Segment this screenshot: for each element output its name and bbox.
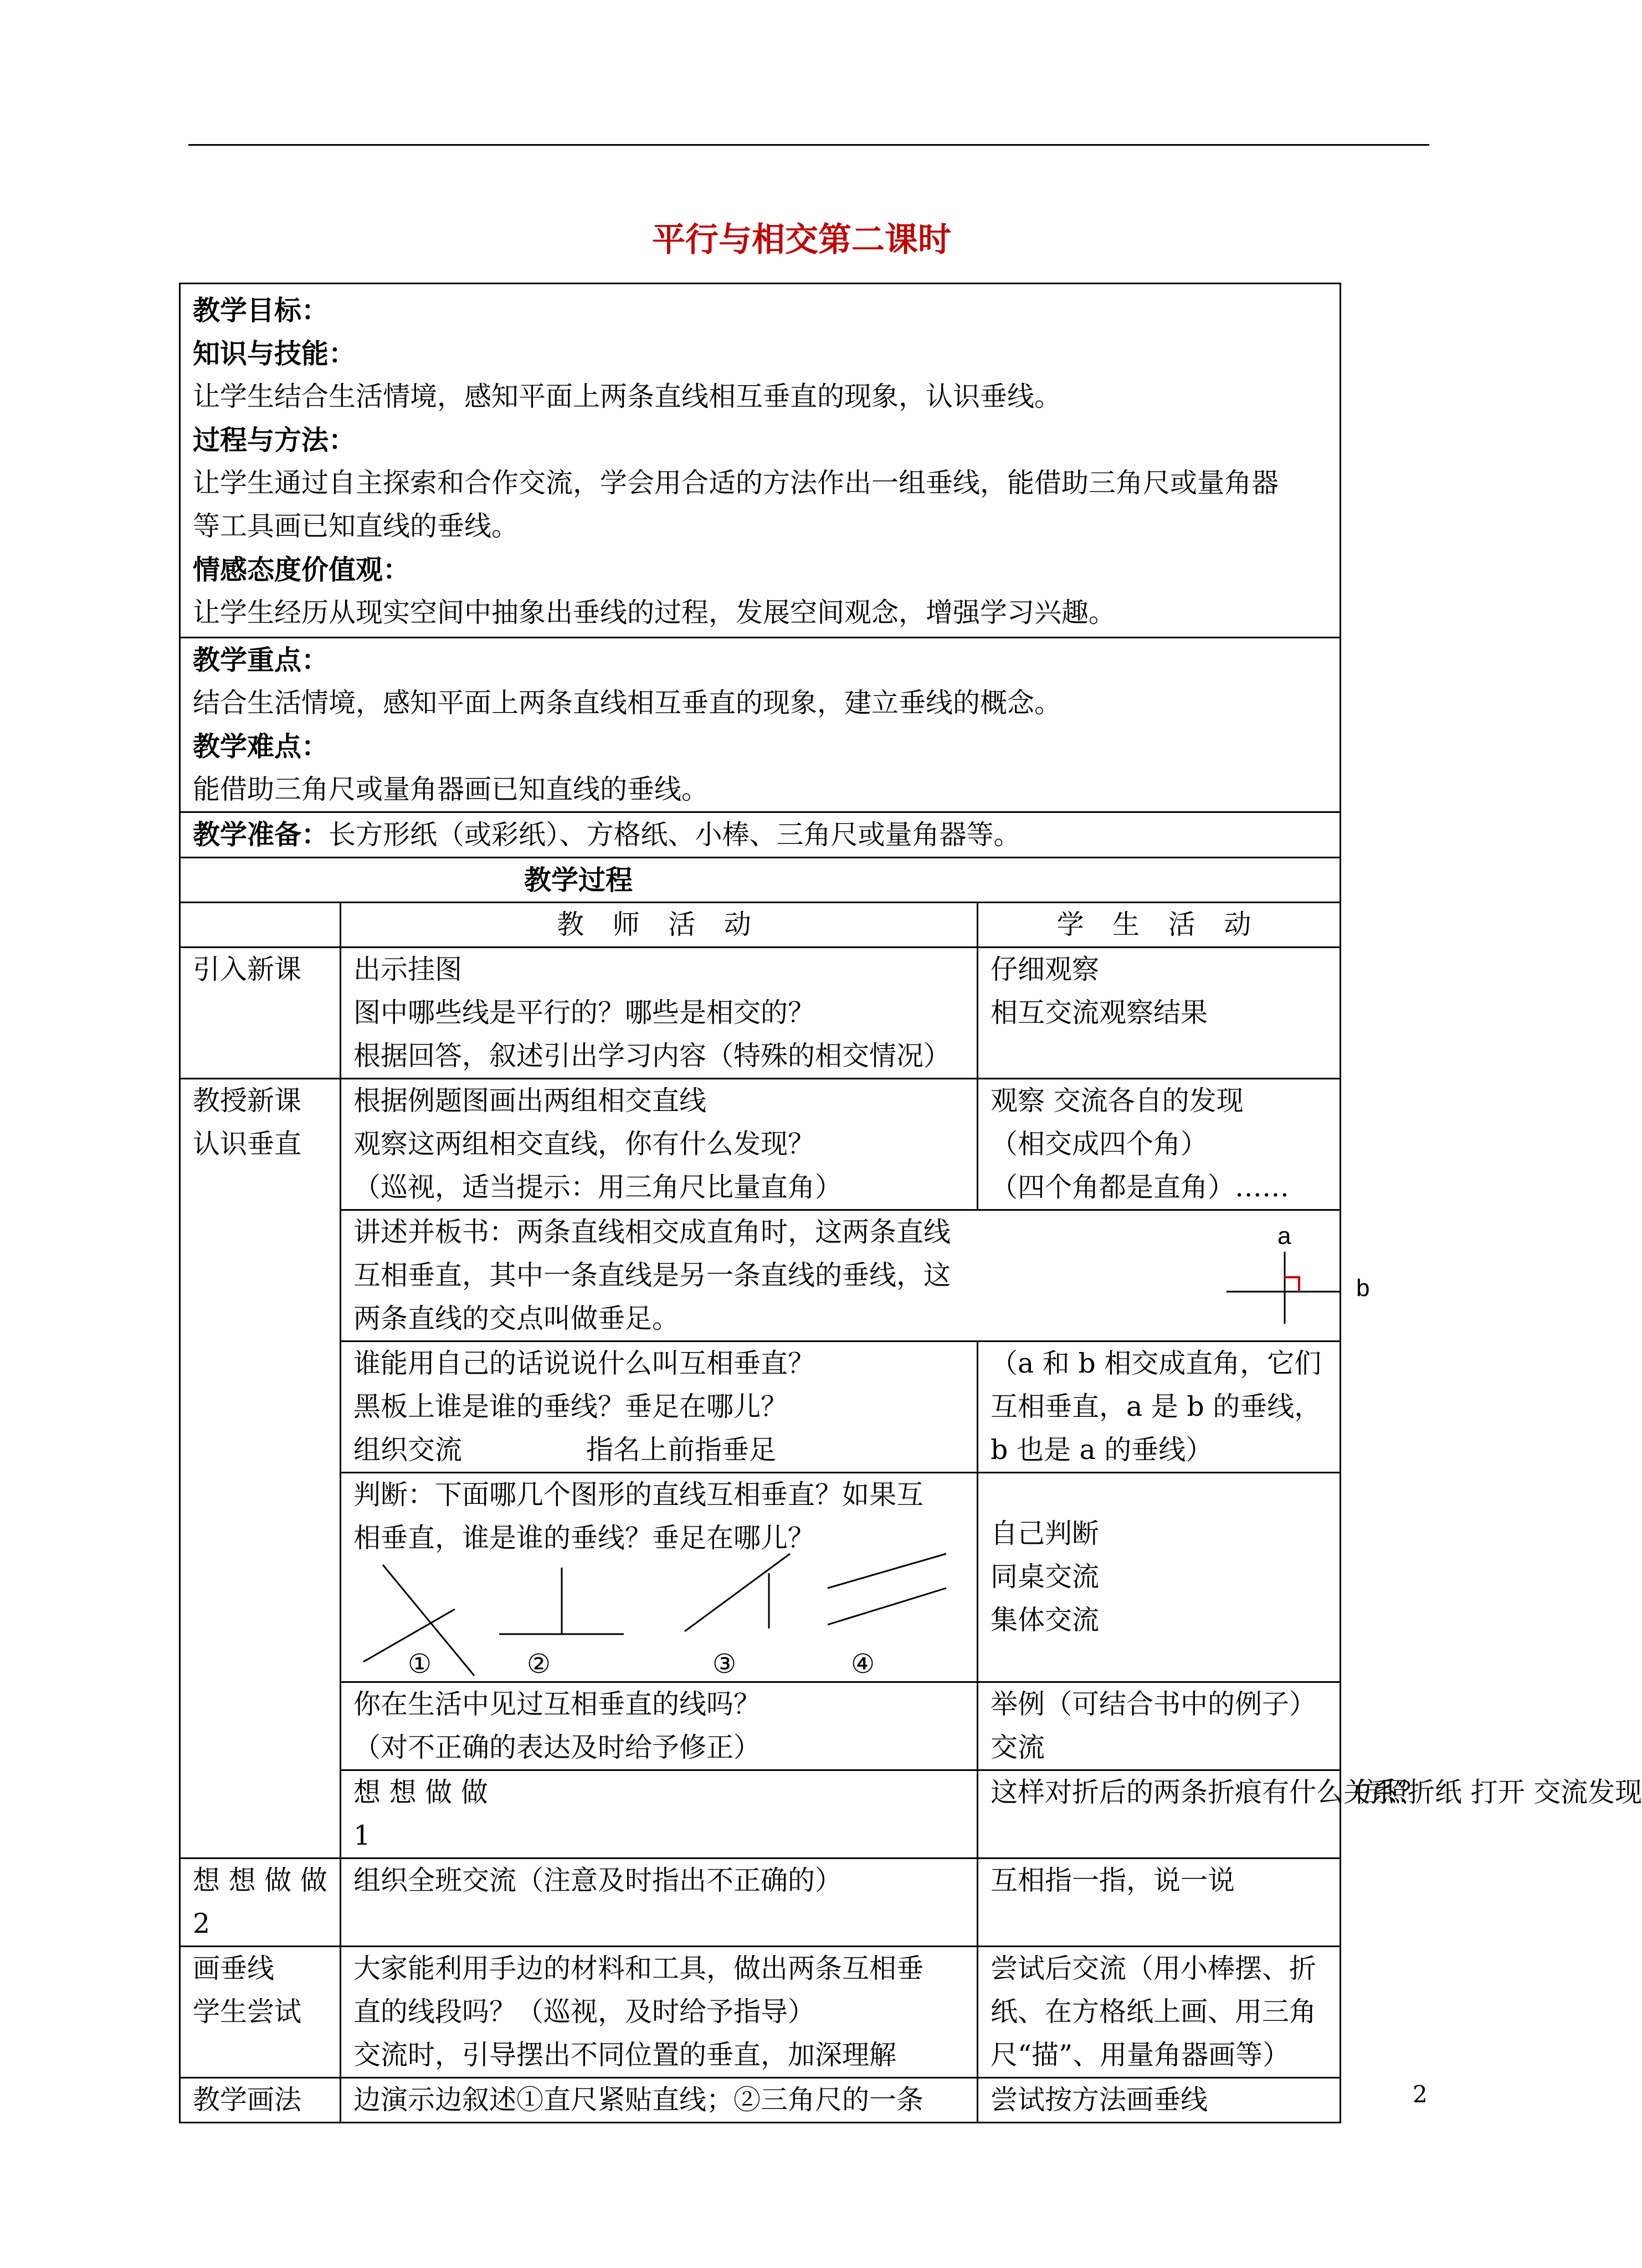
- teacher-line: 交流时，引导摆出不同位置的垂直，加深理解: [353, 2039, 897, 2071]
- preparation-text: 长方形纸（或彩纸）、方格纸、小棒、三角尺或量角器等。: [329, 819, 1021, 851]
- stage-label: 学生尝试: [193, 1996, 302, 2028]
- teacher-line: 观察这两组相交直线，你有什么发现？: [353, 1128, 815, 1160]
- teacher-line: 图中哪些线是平行的？哪些是相交的？: [353, 997, 815, 1028]
- teacher-line: 边演示边叙述①直尺紧贴直线；②三角尺的一条: [353, 2084, 924, 2116]
- student-line: 互相指一指，说一说: [991, 1865, 1235, 1896]
- stage-label: 认识垂直: [193, 1128, 302, 1160]
- page-title: 平行与相交第二课时: [652, 221, 951, 259]
- teacher-line: 判断：下面哪几个图形的直线互相垂直？如果互: [353, 1479, 924, 1511]
- define-row: [180, 1210, 1341, 1342]
- student-line: 集体交流: [991, 1604, 1100, 1636]
- student-line: （a 和 b 相交成直角，它们: [991, 1348, 1322, 1379]
- right-angle-mark: [1285, 1277, 1299, 1292]
- stage-label: 引入新课: [193, 954, 302, 985]
- key-points-text: 结合生活情境，感知平面上两条直线相互垂直的现象，建立垂线的概念。: [193, 687, 1062, 719]
- process-heading: 教学过程: [524, 864, 633, 896]
- student-line: （相交成四个角）: [991, 1128, 1208, 1160]
- teacher-line: 互相垂直，其中一条直线是另一条直线的垂线，这: [353, 1260, 951, 1291]
- stage-label: 1: [353, 1820, 371, 1851]
- draw-row: [180, 1947, 1341, 2078]
- header-rule: [188, 144, 1429, 146]
- attitude-heading: 情感态度价值观：: [193, 554, 410, 586]
- student-line: 相互交流观察结果: [991, 997, 1208, 1028]
- teacher-line: 直的线段吗？（巡视，及时给予指导）: [353, 1996, 815, 2028]
- teacher-line: 讲述并板书：两条直线相交成直角时，这两条直线: [353, 1216, 951, 1248]
- process-heading-row: [180, 858, 1341, 903]
- teacher-line: 组织全班交流（注意及时指出不正确的）: [353, 1865, 843, 1896]
- figure-label: ②: [527, 1648, 551, 1680]
- think1-row: 想 想 做 做 1 这样对折后的两条折痕有什么关系？ 仿照折纸 打开 交流发现: [180, 1770, 1341, 1859]
- stage-label: 画垂线: [193, 1953, 275, 1984]
- column-header-row: [180, 903, 1341, 948]
- process-text-1: 让学生通过自主探索和合作交流，学会用合适的方法作出一组垂线，能借助三角尺或量角器: [193, 467, 1279, 499]
- figure-label: ④: [851, 1648, 875, 1680]
- teacher-line: 你在生活中见过互相垂直的线吗？: [353, 1688, 761, 1720]
- preparation-heading: 教学准备：: [193, 818, 329, 851]
- teacher-line: 出示挂图: [353, 954, 463, 985]
- key-points-heading: 教学重点：: [193, 644, 329, 676]
- student-line: 举例（可结合书中的例子）: [991, 1688, 1317, 1720]
- stage-label: 2: [193, 1908, 211, 1939]
- think2-row: [180, 1859, 1341, 1947]
- teacher-line: （巡视，适当提示：用三角尺比量直角）: [353, 1171, 843, 1203]
- teacher-line: （对不正确的表达及时给予修正）: [353, 1732, 761, 1763]
- process-heading: 过程与方法：: [193, 424, 356, 456]
- figure-3: [685, 1554, 790, 1631]
- knowledge-text: 让学生结合生活情境，感知平面上两条直线相互垂直的现象，认识垂线。: [193, 381, 1062, 412]
- student-line: 同桌交流: [991, 1561, 1100, 1593]
- figure-label: ③: [712, 1648, 737, 1680]
- teach-row: [180, 1079, 1341, 1210]
- student-header: 学 生 活 动: [1056, 909, 1261, 940]
- life-row: [180, 1682, 1341, 1770]
- method-row: [180, 2078, 1341, 2123]
- stage-header: [180, 903, 341, 948]
- teacher-line: 组织交流: [353, 1434, 463, 1466]
- difficulty-heading: 教学难点：: [193, 730, 329, 762]
- judge-figures: [352, 1554, 962, 1681]
- student-line: 仔细观察: [991, 954, 1100, 985]
- teacher-line: 相垂直，谁是谁的垂线？垂足在哪儿？: [353, 1522, 815, 1554]
- teacher-line: 大家能利用手边的材料和工具，做出两条互相垂: [353, 1953, 924, 1984]
- teacher-line: 黑板上谁是谁的垂线？垂足在哪儿？: [353, 1391, 788, 1422]
- teacher-line: 根据例题图画出两组相交直线: [353, 1085, 707, 1117]
- preparation-row: [180, 812, 1341, 858]
- teacher-line: 这样对折后的两条折痕有什么关系？: [991, 1776, 1425, 1808]
- explain-row: [180, 1342, 1341, 1473]
- page-number: 2: [1413, 2081, 1428, 2108]
- key-points-row: [180, 638, 1341, 812]
- student-line: （四个角都是直角）……: [991, 1171, 1290, 1203]
- teacher-line: 指名上前指垂足: [586, 1434, 777, 1466]
- difficulty-text: 能借助三角尺或量角器画已知直线的垂线。: [193, 774, 709, 805]
- stage-label: 想 想 做 做: [353, 1776, 488, 1808]
- objectives-row: [180, 284, 1341, 638]
- student-line: 交流: [991, 1732, 1045, 1763]
- student-line: 纸、在方格纸上画、用三角: [991, 1996, 1317, 2028]
- process-text-2: 等工具画已知直线的垂线。: [193, 510, 519, 542]
- teacher-header: 教 师 活 动: [557, 909, 761, 940]
- teacher-line: 谁能用自己的话说说什么叫互相垂直？: [353, 1348, 815, 1379]
- line-b-label: b: [1356, 1274, 1370, 1302]
- figure-label: ①: [408, 1648, 432, 1680]
- attitude-text: 让学生经历从现实空间中抽象出垂线的过程，发展空间观念，增强学习兴趣。: [193, 597, 1116, 628]
- figure-4: [828, 1554, 946, 1625]
- knowledge-heading: 知识与技能：: [193, 337, 356, 370]
- student-line: 互相垂直，a 是 b 的垂线，: [991, 1391, 1322, 1422]
- lesson-plan-table: [179, 283, 1642, 2123]
- student-line: 尝试后交流（用小棒摆、折: [991, 1953, 1317, 1984]
- figure-2: [499, 1568, 624, 1634]
- teacher-line: 根据回答，叙述引出学习内容（特殊的相交情况）: [353, 1040, 951, 1072]
- stage-label: 教学画法: [193, 2084, 302, 2116]
- teacher-line: 两条直线的交点叫做垂足。: [353, 1303, 680, 1334]
- student-line: 观察 交流各自的发现: [991, 1085, 1244, 1117]
- stage-label: 教授新课: [193, 1085, 302, 1117]
- intro-row: [180, 948, 1341, 1079]
- stage-label: 想 想 做 做: [193, 1865, 327, 1896]
- objectives-heading: 教学目标：: [193, 294, 329, 326]
- student-line: 尺“描”、用量角器画等）: [991, 2039, 1290, 2071]
- judge-row: [180, 1473, 1341, 1682]
- student-line: 自己判断: [991, 1518, 1100, 1549]
- perpendicular-diagram: [1211, 1215, 1399, 1332]
- student-line: b 也是 a 的垂线）: [991, 1434, 1213, 1466]
- line-a-label: a: [1277, 1222, 1291, 1250]
- student-line: 尝试按方法画垂线: [991, 2084, 1208, 2116]
